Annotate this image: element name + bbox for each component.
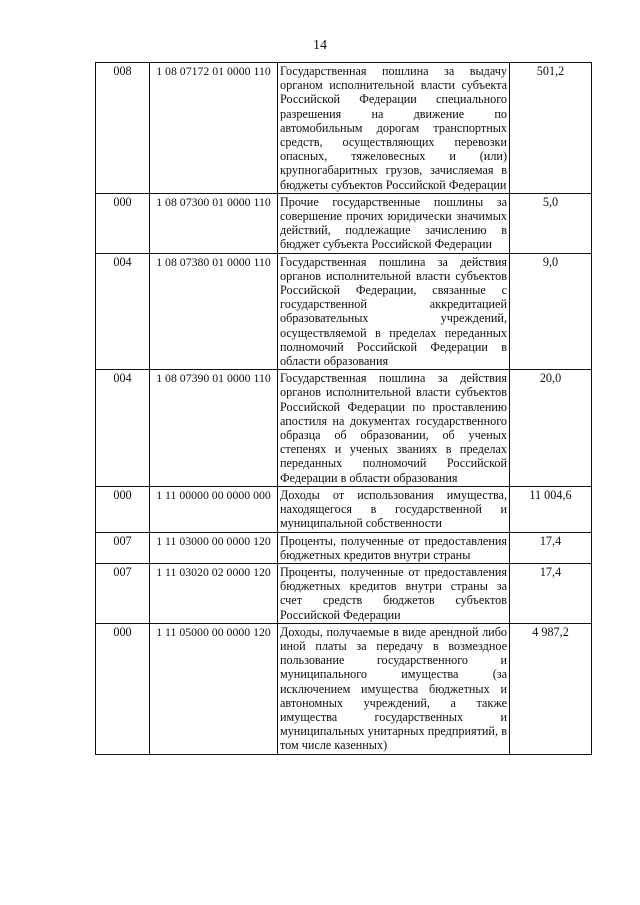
amount-cell: 17,4 — [510, 563, 592, 623]
income-name-cell: Государственная пошлина за действия органов исполнительной власти субъектов Российской Федерации, связанные с государственной аккредитацией образовательных учреждений, осуществляемой в пределах переданных полномочий Российской Федерации в области образования — [278, 253, 510, 370]
amount-cell: 5,0 — [510, 193, 592, 253]
amount-cell: 501,2 — [510, 63, 592, 194]
table-row — [96, 623, 592, 754]
amount-cell: 11 004,6 — [510, 486, 592, 532]
budget-code-cell: 1 11 03020 02 0000 120 — [150, 563, 278, 623]
income-name-cell: Проценты, полученные от предоставления бюджетных кредитов внутри страны — [278, 532, 510, 563]
table-row — [96, 63, 592, 194]
admin-code-cell: 000 — [96, 486, 150, 532]
income-name-cell: Проценты, полученные от предоставления бюджетных кредитов внутри страны за счет средств бюджетов субъектов Российской Федерации — [278, 563, 510, 623]
budget-code-cell: 1 11 03000 00 0000 120 — [150, 532, 278, 563]
amount-cell: 4 987,2 — [510, 623, 592, 754]
income-name-cell: Доходы, получаемые в виде арендной либо иной платы за передачу в возмездное пользование государственного и муниципального имущества (за исключением имущества бюджетных и автономных учреждений, а также имущества государственных и муниципальных унитарных предприятий, в том числе казенных) — [278, 623, 510, 754]
amount-cell: 9,0 — [510, 253, 592, 370]
admin-code-cell: 004 — [96, 253, 150, 370]
table-row — [96, 563, 592, 623]
table-row — [96, 532, 592, 563]
income-name-cell: Государственная пошлина за выдачу органом исполнительной власти субъекта Российской Федерации специального разрешения на движение по автомобильным дорогам транспортных средств, осуществляющих перевозки опасных, тяжеловесных и (или) крупногабаритных грузов, зачисляемая в бюджеты субъектов Российской Федерации — [278, 63, 510, 194]
revenue-table — [95, 62, 592, 755]
income-name-cell: Доходы от использования имущества, находящегося в государственной и муниципальной собственности — [278, 486, 510, 532]
income-name-cell: Прочие государственные пошлины за совершение прочих юридически значимых действий, подлежащие зачислению в бюджет субъекта Российской Федерации — [278, 193, 510, 253]
admin-code-cell: 007 — [96, 532, 150, 563]
budget-code-cell: 1 11 05000 00 0000 120 — [150, 623, 278, 754]
table-row — [96, 193, 592, 253]
admin-code-cell: 000 — [96, 193, 150, 253]
admin-code-cell: 008 — [96, 63, 150, 194]
page-number: 14 — [313, 38, 327, 53]
budget-code-cell: 1 08 07300 01 0000 110 — [150, 193, 278, 253]
amount-cell: 20,0 — [510, 370, 592, 487]
table-row — [96, 253, 592, 370]
income-name-cell: Государственная пошлина за действия органов исполнительной власти субъектов Российской Федерации по проставлению апостиля на документах государственного образца об образовании, об ученых степенях и ученых званиях в пределах переданных полномочий Российской Федерации в области образования — [278, 370, 510, 487]
admin-code-cell: 007 — [96, 563, 150, 623]
admin-code-cell: 004 — [96, 370, 150, 487]
table-row — [96, 370, 592, 487]
table-row — [96, 486, 592, 532]
budget-code-cell: 1 08 07390 01 0000 110 — [150, 370, 278, 487]
admin-code-cell: 000 — [96, 623, 150, 754]
budget-code-cell: 1 08 07380 01 0000 110 — [150, 253, 278, 370]
amount-cell: 17,4 — [510, 532, 592, 563]
budget-code-cell: 1 11 00000 00 0000 000 — [150, 486, 278, 532]
budget-code-cell: 1 08 07172 01 0000 110 — [150, 63, 278, 194]
